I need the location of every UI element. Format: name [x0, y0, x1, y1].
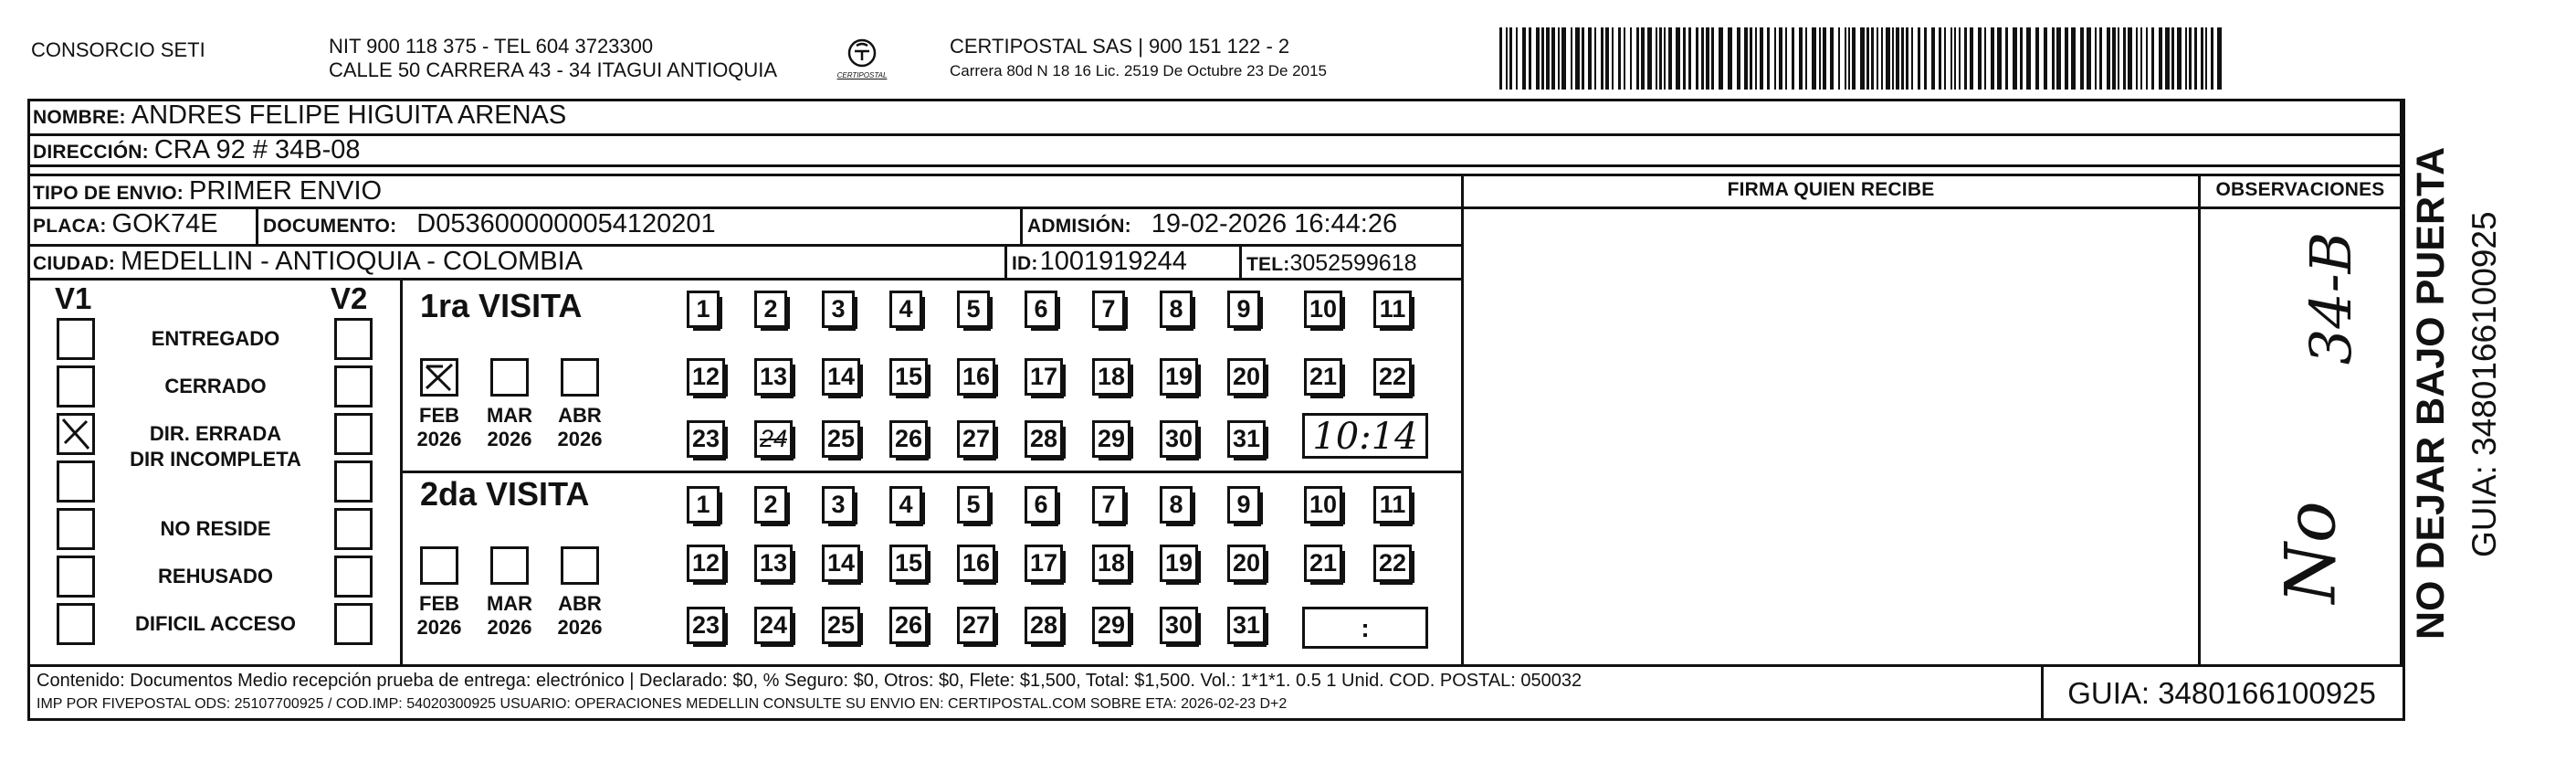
day-number: 23 [691, 611, 720, 639]
day-box[interactable] [1227, 420, 1266, 458]
guia-vertical: GUIA: 3480166100925 [2466, 211, 2503, 557]
day-box[interactable] [889, 291, 922, 328]
direccion-value: CRA 92 # 34B-08 [153, 135, 361, 164]
rule [256, 206, 258, 245]
day-number: 2 [763, 491, 778, 518]
day-number: 19 [1164, 549, 1193, 577]
month-label [478, 592, 541, 640]
v2-checkbox[interactable] [334, 556, 373, 598]
day-box[interactable] [822, 545, 860, 582]
status-label: ENTREGADO [151, 327, 280, 350]
day-number: 24 [759, 425, 788, 452]
day-number: 25 [826, 425, 856, 452]
day-number: 7 [1101, 295, 1116, 323]
rule [400, 471, 1462, 473]
day-box[interactable] [687, 486, 720, 524]
sender-company: CONSORCIO SETI [31, 38, 205, 61]
month-checkbox[interactable] [561, 358, 599, 397]
month-label [478, 404, 541, 451]
v2-checkbox[interactable] [334, 460, 373, 503]
day-box[interactable] [1025, 420, 1063, 458]
day-box[interactable] [1025, 486, 1057, 524]
day-box[interactable] [1092, 545, 1130, 582]
v1-checkbox[interactable] [57, 508, 95, 550]
month-label [548, 592, 612, 640]
day-box[interactable] [957, 486, 990, 524]
footer-imp: IMP POR FIVEPOSTAL ODS: 25107700925 / COD.IMP: 54020300925 USUARIO: OPERACIONES MEDELLIN CONSULTE SU ENVIO EN: CERTIPOSTAL.COM SOBRE ETA: 2026-02-23 D+2 [37, 696, 1288, 712]
v1-checkbox[interactable] [57, 460, 95, 503]
v1-checkbox[interactable] [57, 556, 95, 598]
month-checkbox[interactable] [490, 358, 529, 397]
day-number: 28 [1029, 425, 1058, 452]
day-box[interactable] [1092, 607, 1130, 644]
first-visit-title: 1ra VISITA [420, 287, 583, 324]
nombre-value: ANDRES FELIPE HIGUITA ARENAS [131, 101, 567, 130]
day-box[interactable] [1304, 358, 1342, 396]
sender-nit: NIT 900 118 375 - TEL 604 3723300 [329, 35, 654, 58]
observation-handwriting-top: 34-B [2297, 231, 2365, 365]
day-number: 30 [1164, 425, 1193, 452]
day-number: 15 [894, 363, 923, 390]
nombre-row [33, 101, 566, 131]
day-number: 21 [1309, 363, 1338, 390]
day-number: 11 [1379, 295, 1406, 323]
day-box[interactable] [1227, 291, 1260, 328]
day-number: 28 [1029, 611, 1058, 639]
tipo-row [33, 176, 382, 206]
day-box[interactable] [1160, 545, 1198, 582]
ciudad-value: MEDELLIN - ANTIOQUIA - COLOMBIA [121, 247, 584, 276]
documento-row [263, 209, 716, 239]
day-box[interactable] [889, 486, 922, 524]
status-label: DIFICIL ACCESO [134, 612, 296, 635]
day-number: 15 [894, 549, 923, 577]
rule [27, 174, 2405, 176]
day-box[interactable] [889, 358, 928, 396]
day-number: 12 [691, 363, 720, 390]
day-box[interactable] [822, 358, 860, 396]
month-year: 2026 [557, 428, 603, 450]
admision-value: 19-02-2026 16:44:26 [1151, 209, 1398, 238]
documento-label: DOCUMENTO: [263, 216, 397, 237]
day-number: 5 [966, 491, 981, 518]
status-label: DIR. ERRADA [149, 422, 282, 445]
day-box[interactable] [687, 358, 725, 396]
sender-address: CALLE 50 CARRERA 43 - 34 ITAGUI ANTIOQUIA [329, 58, 778, 81]
day-box[interactable] [1025, 291, 1057, 328]
day-box[interactable] [754, 291, 787, 328]
day-number: 4 [899, 295, 913, 323]
day-number: 12 [691, 549, 720, 577]
day-number: 14 [826, 549, 856, 577]
month-name: FEB [419, 404, 459, 427]
month-name: ABR [558, 404, 602, 427]
day-number: 13 [759, 549, 788, 577]
day-number: 29 [1097, 611, 1126, 639]
v1-checkbox[interactable] [57, 318, 95, 360]
day-box[interactable] [1304, 486, 1342, 524]
observation-handwriting-bottom: No [2269, 501, 2351, 604]
ciudad-label: CIUDAD: [33, 253, 116, 274]
id-value: 1001919244 [1039, 247, 1187, 276]
day-box[interactable] [1025, 607, 1063, 644]
day-box[interactable] [754, 607, 793, 644]
day-number: 25 [826, 611, 856, 639]
rule [2198, 174, 2201, 664]
v2-checkbox[interactable] [334, 413, 373, 455]
v2-checkbox[interactable] [334, 603, 373, 645]
day-box[interactable] [1227, 358, 1266, 396]
month-year: 2026 [557, 616, 603, 639]
month-checkbox[interactable] [490, 546, 529, 585]
v2-checkbox[interactable] [334, 365, 373, 407]
rule [1004, 244, 1007, 279]
v1-checkbox[interactable] [57, 413, 95, 455]
month-label [548, 404, 612, 451]
courier-name: CERTIPOSTAL SAS | 900 151 122 - 2 [950, 35, 1290, 58]
day-box[interactable] [889, 420, 928, 458]
day-box[interactable] [957, 607, 995, 644]
rule [2400, 99, 2403, 664]
month-label [407, 592, 471, 640]
day-box[interactable] [1373, 291, 1412, 328]
day-number: 6 [1034, 295, 1048, 323]
tel-label: TEL: [1246, 254, 1290, 275]
day-number: 27 [962, 611, 991, 639]
day-box[interactable] [1025, 358, 1063, 396]
day-number: 20 [1232, 363, 1261, 390]
day-box[interactable] [1160, 486, 1193, 524]
day-number: 2 [763, 295, 778, 323]
day-number: 14 [826, 363, 856, 390]
month-checkbox[interactable] [561, 546, 599, 585]
status-label: NO RESIDE [160, 517, 271, 540]
day-box[interactable] [754, 486, 787, 524]
admision-row [1027, 209, 1397, 239]
day-number: 3 [831, 491, 846, 518]
day-number: 18 [1097, 363, 1126, 390]
direccion-row [33, 135, 361, 165]
day-box[interactable] [822, 291, 855, 328]
day-number: 5 [966, 295, 981, 323]
certipostal-logo [833, 31, 891, 90]
day-number: 30 [1164, 611, 1193, 639]
id-label: ID: [1012, 253, 1038, 274]
rule [27, 133, 2405, 136]
day-box[interactable] [1227, 607, 1266, 644]
day-number: 31 [1232, 611, 1261, 639]
day-number: 7 [1101, 491, 1116, 518]
day-number: 22 [1378, 363, 1407, 390]
firma-header: FIRMA QUIEN RECIBE [1727, 179, 1935, 200]
v2-label: V2 [331, 281, 368, 315]
v1-checkbox[interactable] [57, 365, 95, 407]
day-number: 6 [1034, 491, 1048, 518]
day-box[interactable] [1092, 291, 1125, 328]
v2-checkbox[interactable] [334, 508, 373, 550]
day-number: 1 [696, 491, 710, 518]
day-number: 22 [1378, 549, 1407, 577]
month-name: MAR [486, 592, 533, 615]
rule [27, 278, 1464, 280]
placa-label: PLACA: [33, 216, 107, 237]
day-number: 11 [1379, 491, 1406, 518]
v2-checkbox[interactable] [334, 318, 373, 360]
day-number: 26 [894, 611, 923, 639]
rule [27, 664, 2405, 667]
month-label [407, 404, 471, 451]
day-number: 16 [962, 363, 991, 390]
rule [1239, 244, 1242, 279]
day-box[interactable] [889, 545, 928, 582]
tel-value: 3052599618 [1289, 250, 1417, 276]
day-box[interactable] [1304, 545, 1342, 582]
status-label: REHUSADO [158, 565, 273, 587]
nombre-label: NOMBRE: [33, 107, 126, 128]
day-number: 24 [759, 611, 788, 639]
day-box[interactable] [1373, 358, 1412, 396]
month-year: 2026 [487, 428, 532, 450]
day-number: 13 [759, 363, 788, 390]
day-box[interactable] [822, 420, 860, 458]
day-box[interactable] [687, 607, 725, 644]
day-number: 29 [1097, 425, 1126, 452]
v1-label: V1 [55, 281, 92, 315]
day-box[interactable] [1092, 486, 1125, 524]
tipo-value: PRIMER ENVIO [189, 176, 383, 206]
month-checkbox[interactable] [420, 358, 458, 397]
day-number: 31 [1232, 425, 1261, 452]
day-box[interactable] [754, 358, 793, 396]
day-box[interactable] [1160, 607, 1198, 644]
day-box[interactable] [687, 291, 720, 328]
observaciones-header: OBSERVACIONES [2215, 179, 2385, 200]
day-box[interactable] [1227, 486, 1260, 524]
barcode [1499, 27, 2223, 90]
status-label: DIR INCOMPLETA [130, 448, 301, 471]
day-box[interactable] [822, 486, 855, 524]
day-box[interactable] [1092, 420, 1130, 458]
day-box[interactable] [687, 545, 725, 582]
courier-license: Carrera 80d N 18 16 Lic. 2519 De Octubre 23 De 2015 [950, 62, 1327, 79]
status-label: CERRADO [164, 375, 267, 397]
rule [1020, 206, 1023, 245]
checkmark-icon [423, 361, 456, 394]
time-box-first [1302, 413, 1428, 459]
placa-row [33, 209, 218, 239]
day-number: 9 [1236, 491, 1251, 518]
rule [27, 164, 2405, 167]
tipo-label: TIPO DE ENVIO: [33, 183, 184, 204]
day-number: 26 [894, 425, 923, 452]
day-box[interactable] [754, 545, 793, 582]
day-number: 19 [1164, 363, 1193, 390]
month-checkbox[interactable] [420, 546, 458, 585]
day-box[interactable] [1227, 545, 1266, 582]
day-box[interactable] [957, 420, 995, 458]
day-box[interactable] [889, 607, 928, 644]
day-box[interactable] [1092, 358, 1130, 396]
day-box[interactable] [1304, 291, 1342, 328]
day-number: 23 [691, 425, 720, 452]
day-number: 18 [1097, 549, 1126, 577]
footer-contenido: Contenido: Documentos Medio recepción prueba de entrega: electrónico | Declarado: $0, % Seguro: $0, Otros: $0, Flete: $1,500, Total: $1,500. Vol.: 1*1*1. 0.5 1 Unid. COD. POSTAL: 050032 [37, 671, 1582, 691]
day-box[interactable] [1160, 420, 1198, 458]
day-number: 27 [962, 425, 991, 452]
month-name: FEB [419, 592, 459, 615]
day-number: 1 [696, 295, 710, 323]
day-box[interactable] [687, 420, 725, 458]
direccion-label: DIRECCIÓN: [33, 142, 149, 163]
placa-value: GOK74E [111, 209, 218, 238]
id-row [1012, 247, 1187, 277]
day-number: 3 [831, 295, 846, 323]
second-visit-title: 2da VISITA [420, 475, 590, 513]
day-box[interactable] [1373, 545, 1412, 582]
day-box[interactable] [1160, 291, 1193, 328]
day-box[interactable] [957, 358, 995, 396]
day-number: 10 [1309, 491, 1338, 518]
day-box[interactable] [1373, 486, 1412, 524]
time-second: : [1361, 614, 1370, 642]
day-number: 21 [1309, 549, 1338, 577]
day-number: 10 [1309, 295, 1338, 323]
logo-text: CERTIPOSTAL [836, 71, 888, 79]
footer-guia: GUIA: 3480166100925 [2067, 676, 2376, 710]
tel-row [1246, 250, 1417, 277]
day-number: 9 [1236, 295, 1251, 323]
month-name: ABR [558, 592, 602, 615]
day-box[interactable] [822, 607, 860, 644]
ciudad-row [33, 247, 583, 277]
day-number: 4 [899, 491, 913, 518]
day-number: 8 [1169, 295, 1183, 323]
day-number: 16 [962, 549, 991, 577]
day-number: 17 [1029, 363, 1058, 390]
rule [1461, 174, 1464, 664]
day-number: 20 [1232, 549, 1261, 577]
time-first: 10:14 [1312, 416, 1418, 458]
day-box[interactable] [1025, 545, 1063, 582]
day-number: 8 [1169, 491, 1183, 518]
month-year: 2026 [487, 616, 532, 639]
time-box-second [1302, 607, 1428, 649]
v1-checkbox[interactable] [57, 603, 95, 645]
day-box[interactable] [957, 545, 995, 582]
no-dejar-bajo-puerta: NO DEJAR BAJO PUERTA [2409, 146, 2453, 640]
admision-label: ADMISIÓN: [1027, 216, 1131, 237]
month-year: 2026 [416, 616, 462, 639]
day-box[interactable] [754, 420, 793, 458]
day-box[interactable] [1160, 358, 1198, 396]
day-number: 17 [1029, 549, 1058, 577]
month-year: 2026 [416, 428, 462, 450]
checkmark-icon [59, 416, 92, 452]
documento-value: D0536000000054120201 [416, 209, 716, 238]
day-box[interactable] [957, 291, 990, 328]
month-name: MAR [486, 404, 533, 427]
